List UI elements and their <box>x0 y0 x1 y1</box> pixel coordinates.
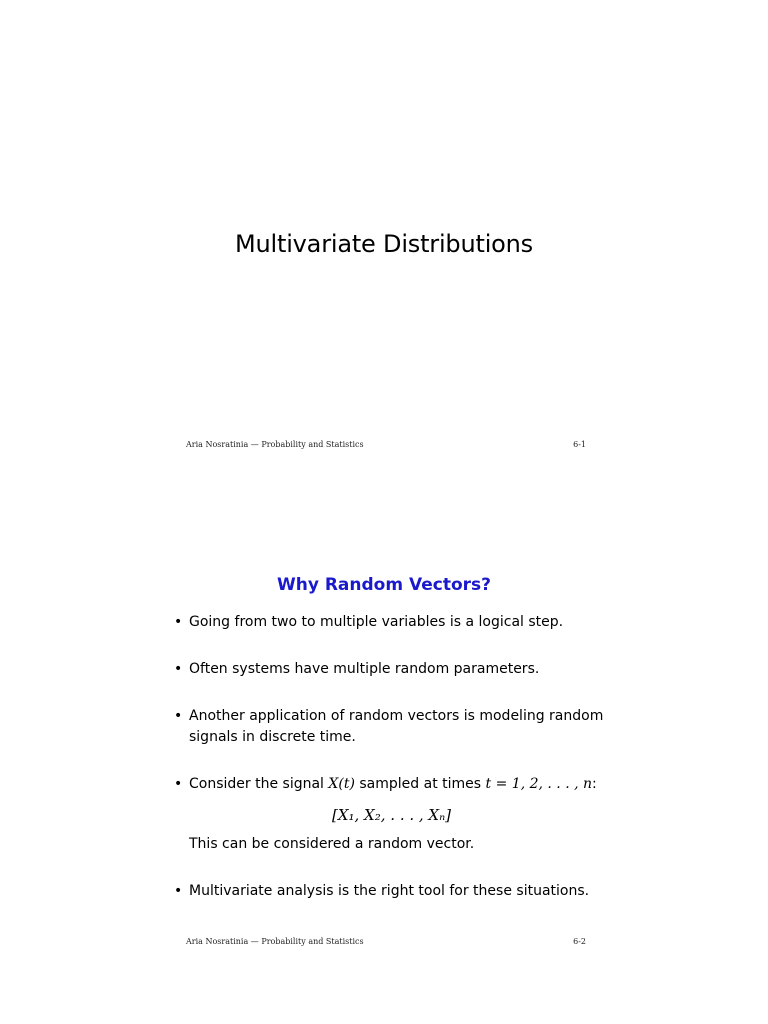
list-item <box>174 612 614 633</box>
slide-2 <box>0 512 768 1024</box>
bullet-list <box>174 612 614 928</box>
bullet-icon: • <box>174 614 183 630</box>
list-item <box>174 881 614 902</box>
slide-2-footer <box>186 937 586 946</box>
bullet-icon: • <box>174 661 183 677</box>
bullet-text: Going from two to multiple variables is a logical step. <box>189 614 564 630</box>
bullet-text: Often systems have multiple random parameters. <box>189 661 540 677</box>
slide-2-title: Why Random Vectors? <box>276 575 491 595</box>
footer-page-number: 6-2 <box>573 937 586 946</box>
display-math-vector: [X₁, X₂, . . . , Xₙ] <box>331 806 452 824</box>
bullet-icon: • <box>174 776 183 792</box>
slide-1-footer <box>186 440 586 449</box>
list-item <box>174 706 614 748</box>
list-item <box>174 659 614 680</box>
bullet-text: Multivariate analysis is the right tool for these situations. <box>189 883 590 899</box>
bullet-text-before: Consider the signal <box>189 776 329 792</box>
bullet-icon: • <box>174 883 183 899</box>
footer-page-number: 6-1 <box>573 440 586 449</box>
footer-author-course: Aria Nosratinia — Probability and Statistics <box>186 937 364 946</box>
bullet-text: Another application of random vectors is modeling random signals in discrete time. <box>189 708 604 745</box>
list-item <box>174 774 614 855</box>
bullet-icon: • <box>174 708 183 724</box>
bullet-text-after: : <box>592 776 597 792</box>
slide-1-title: Multivariate Distributions <box>235 230 533 258</box>
footer-author-course: Aria Nosratinia — Probability and Statistics <box>186 440 364 449</box>
bullet-continuation: This can be considered a random vector. <box>189 836 475 852</box>
bullet-text-middle: sampled at times <box>354 776 486 792</box>
math-times: t = 1, 2, . . . , n <box>485 776 593 792</box>
math-signal: X(t) <box>328 776 355 792</box>
